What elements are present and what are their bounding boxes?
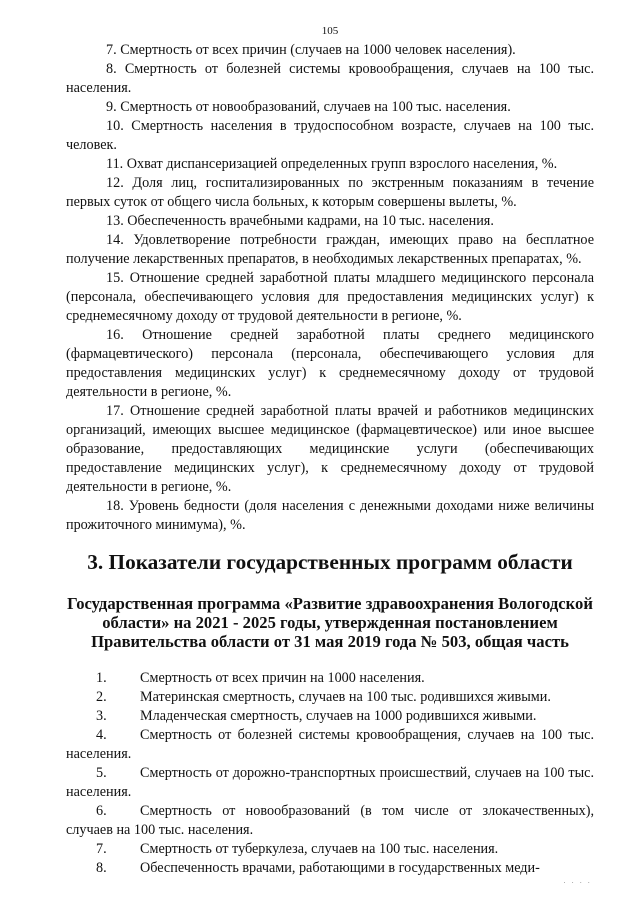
indicator-paragraph: 17. Отношение средней заработной платы врачей и работников медицинских организаций, имеющих высшее медицинское (фармацевтическое) или иное высшее образование, предоставляющих медицинские услуги (обеспечивающих предоставление медицинских услуг), к среднемесячному доходу от трудовой деятельности в регионе, %.: [66, 403, 594, 495]
list-item-number: 3.: [96, 708, 107, 724]
indicator-paragraph: 11. Охват диспансеризацией определенных групп взрослого населения, %.: [106, 156, 558, 172]
list-item: [66, 802, 594, 840]
list-item-text: Смертность от дорожно-транспортных происшествий, случаев на 100 тыс. населения.: [66, 765, 594, 800]
list-item-text: Смертность от туберкулеза, случаев на 100 тыс. населения.: [140, 841, 499, 857]
indicator-paragraph: 12. Доля лиц, госпитализированных по экстренным показаниям в течение первых суток от общего числа больных, к которым совершены вылеты, %.: [66, 175, 594, 210]
list-item-text: Материнская смертность, случаев на 100 тыс. родившихся живыми.: [140, 689, 551, 705]
list-item-text: Смертность от всех причин на 1000 населения.: [140, 670, 425, 686]
indicator-list: [66, 41, 594, 535]
list-item-text: Смертность от новообразований (в том числе от злокачественных), случаев на 100 тыс. населения.: [66, 803, 594, 838]
list-item: [66, 707, 594, 726]
list-item-number: 5.: [96, 765, 107, 781]
list-item-number: 4.: [96, 727, 107, 743]
list-item-number: 2.: [96, 689, 107, 705]
indicator-paragraph: 16. Отношение средней заработной платы среднего медицинского (фармацевтического) персонала (персонала, обеспечивающего условия для предоставления медицинских услуг) к среднемесячному доходу от трудовой деятельности в регионе, %.: [66, 327, 594, 400]
list-item-number: 7.: [96, 841, 107, 857]
indicator-paragraph: 9. Смертность от новообразований, случаев на 100 тыс. населения.: [106, 99, 511, 115]
list-item-text: Младенческая смертность, случаев на 1000 родившихся живыми.: [140, 708, 537, 724]
indicator-paragraph: 18. Уровень бедности (доля населения с денежными доходами ниже величины прожиточного минимума), %.: [66, 498, 594, 533]
list-item: [66, 840, 594, 859]
program-title: Государственная программа «Развитие здравоохранения Вологодской области» на 2021 - 2025 годы, утвержденная постановлением Правительства области от 31 мая 2019 года № 503, общая часть: [67, 594, 593, 651]
list-item: [66, 688, 594, 707]
page-number: 105: [321, 25, 339, 37]
indicator-paragraph: 7. Смертность от всех причин (случаев на 1000 человек населения).: [106, 42, 516, 58]
list-item: [66, 859, 594, 878]
section-title: 3. Показатели государственных программ области: [87, 550, 573, 574]
list-item-number: 1.: [96, 670, 107, 686]
list-item-number: 8.: [96, 860, 107, 876]
list-item: [66, 764, 594, 802]
footer-mark: · · · ·: [563, 879, 592, 887]
indicator-paragraph: 14. Удовлетворение потребности граждан, имеющих право на бесплатное получение лекарственных препаратов, в необходимых лекарственных препаратах, %.: [66, 232, 594, 267]
indicator-paragraph: 15. Отношение средней заработной платы младшего медицинского персонала (персонала, обеспечивающего условия для предоставления медицинских услуг) к среднемесячному доходу от трудовой деятельности в регионе, %.: [66, 270, 594, 324]
list-item: [66, 669, 594, 688]
indicator-paragraph: 10. Смертность населения в трудоспособном возрасте, случаев на 100 тыс. человек.: [66, 118, 594, 153]
list-item-text: Смертность от болезней системы кровообращения, случаев на 100 тыс. населения.: [66, 727, 594, 762]
indicator-paragraph: 8. Смертность от болезней системы кровообращения, случаев на 100 тыс. населения.: [66, 61, 594, 96]
list-item-text: Обеспеченность врачами, работающими в государственных меди-: [140, 860, 540, 876]
document-page: [66, 0, 594, 878]
list-item: [66, 726, 594, 764]
program-indicator-list: [66, 669, 594, 878]
indicator-paragraph: 13. Обеспеченность врачебными кадрами, на 10 тыс. населения.: [106, 213, 494, 229]
list-item-number: 6.: [96, 803, 107, 819]
